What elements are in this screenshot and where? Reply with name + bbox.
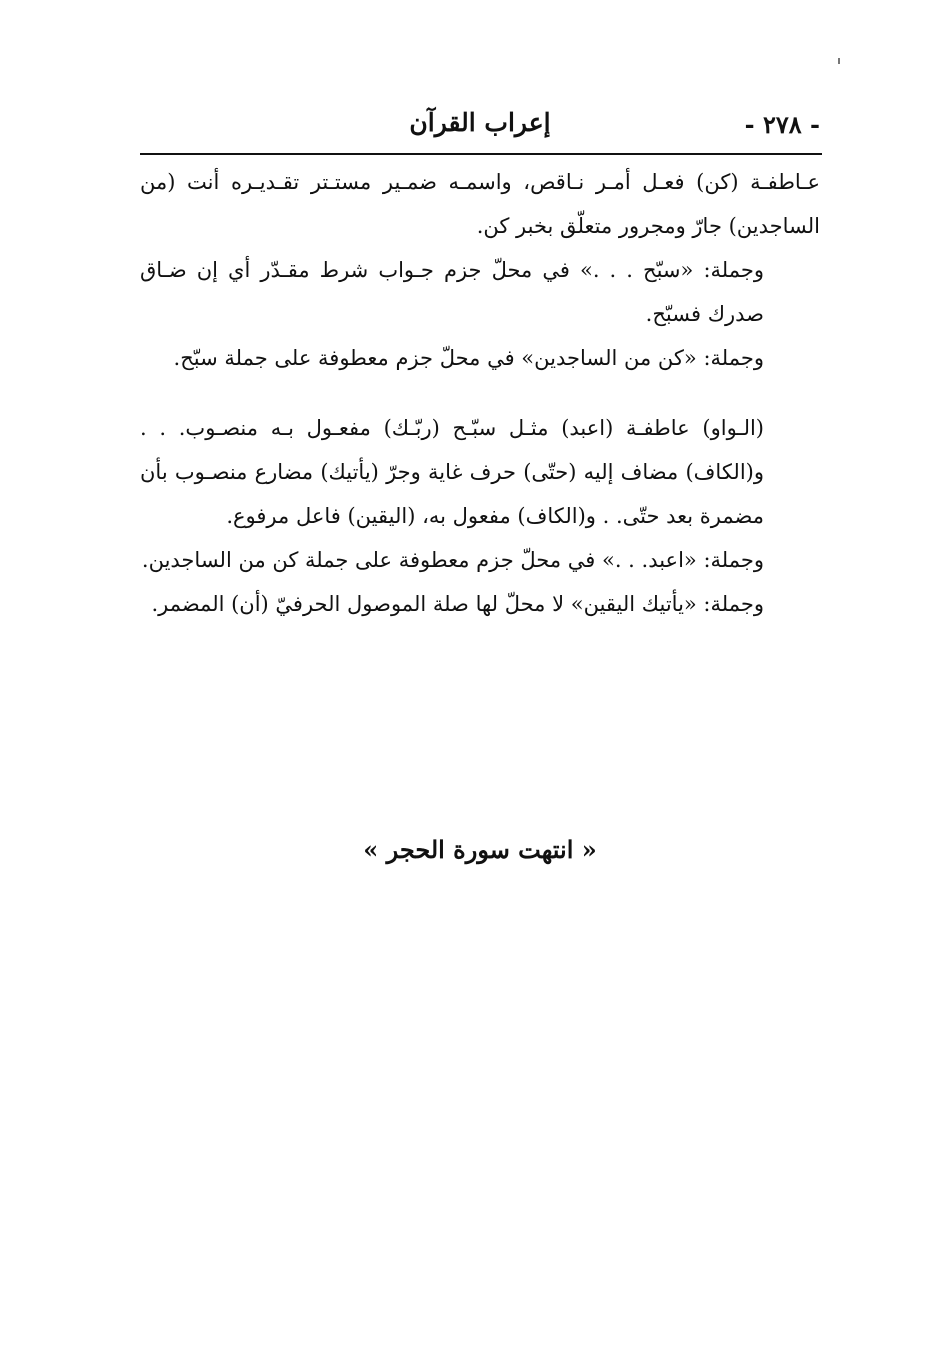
page-header xyxy=(140,104,820,148)
body-text xyxy=(140,160,820,626)
paragraph-2: وجملة: «سبّح . . .» في محلّ جزم جـواب شرط مقـدّر أي إن ضـاق صدرك فسبّح. xyxy=(140,258,764,326)
paragraph-1: عـاطفـة (كن) فعـل أمـر نـاقص، واسمـه ضمـير مستـتر تقـديـره أنت (من الساجدين) جارّ ومجرور متعلّق بخبر كن. xyxy=(140,170,820,238)
paragraph-6: وجملة: «يأتيك اليقين» لا محلّ لها صلة الموصول الحرفيّ (أن) المضمر. xyxy=(151,592,764,616)
running-title: إعراب القرآن xyxy=(409,108,551,137)
paragraph-5: وجملة: «اعبد. . .» في محلّ جزم معطوفة على جملة كن من الساجدين. xyxy=(141,548,764,572)
page-number: - ٢٧٨ - xyxy=(744,110,820,139)
header-rule xyxy=(140,153,822,155)
margin-mark xyxy=(838,58,840,64)
surah-end-note: « انتهت سورة الحجر » xyxy=(363,835,597,864)
paragraph-3: وجملة: «كن من الساجدين» في محلّ جزم معطوفة على جملة سبّح. xyxy=(173,346,764,370)
paragraph-4: (الـواو) عاطفـة (اعبد) مثـل سبّـح (ربّـك) مفعـول بـه منصـوب. . . و(الكاف) مضاف إليه (حتّى) حرف غاية وجرّ (يأتيك) مضارع منصـوب بأن مضمرة بعد حتّى. . و(الكاف) مفعول به، (اليقين) فاعل مرفوع. xyxy=(140,416,764,528)
